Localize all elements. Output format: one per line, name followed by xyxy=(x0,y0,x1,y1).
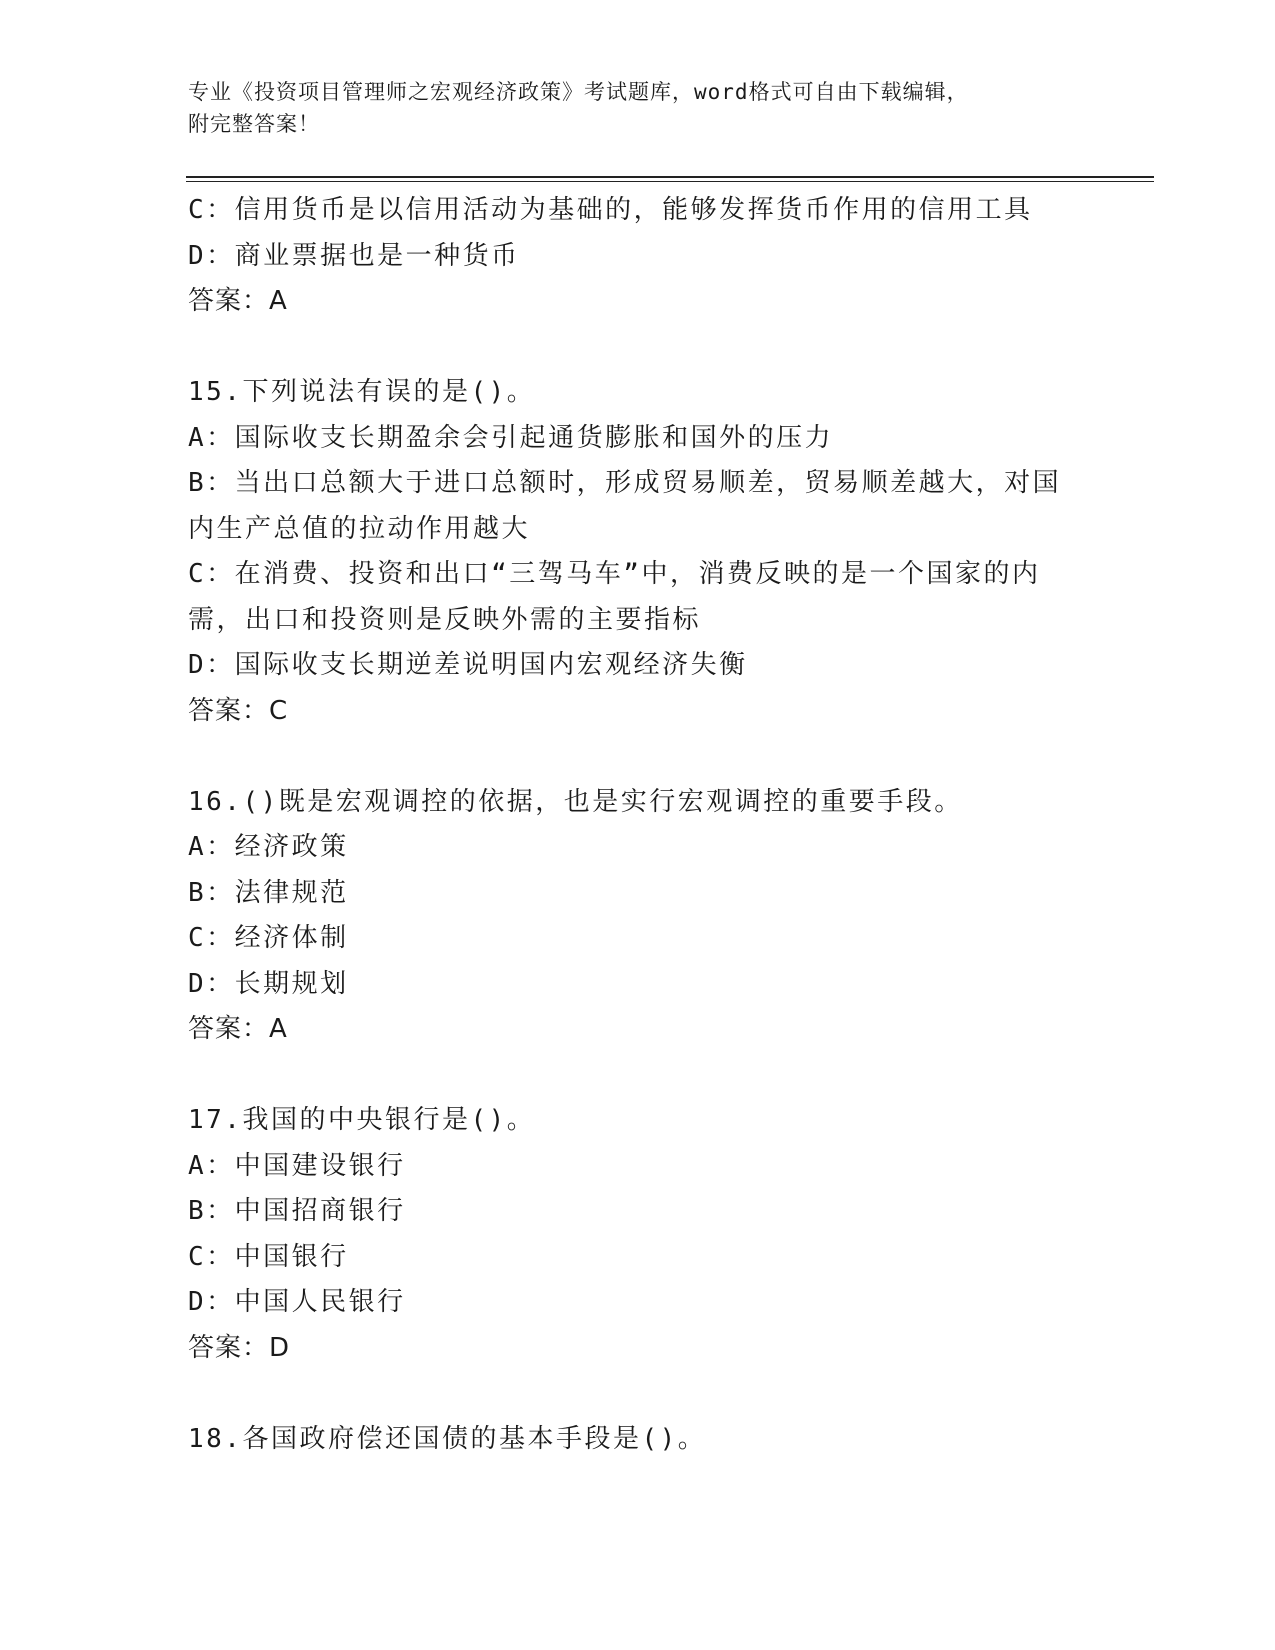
question-list xyxy=(188,188,1088,1462)
question-15 xyxy=(188,370,1088,734)
question-17 xyxy=(188,1098,1088,1371)
document-header xyxy=(188,76,1078,140)
option-a: A：经济政策 xyxy=(188,832,349,862)
option-d: D：长期规划 xyxy=(188,968,349,999)
option-c: C：中国银行 xyxy=(188,1241,349,1272)
header-line-1: 专业《投资项目管理师之宏观经济政策》考试题库，word格式可自由下载编辑， xyxy=(188,80,969,104)
option-b-line-2: 内生产总值的拉动作用越大 xyxy=(188,513,531,544)
spacer xyxy=(188,1371,1088,1417)
option-c-line-2: 需，出口和投资则是反映外需的主要指标 xyxy=(188,604,702,635)
option-a: A：中国建设银行 xyxy=(188,1150,406,1181)
option-c: C：经济体制 xyxy=(188,923,349,953)
option-c-line-1: C：在消费、投资和出口“三驾马车”中，消费反映的是一个国家的内 xyxy=(188,559,1041,589)
option-d: D：中国人民银行 xyxy=(188,1287,406,1317)
option-d: D：国际收支长期逆差说明国内宏观经济失衡 xyxy=(188,650,748,680)
spacer xyxy=(188,734,1088,780)
header-divider-thick xyxy=(186,176,1154,178)
option-c: C：信用货币是以信用活动为基础的，能够发挥货币作用的信用工具 xyxy=(188,195,1033,225)
header-line-2: 附完整答案！ xyxy=(188,112,320,136)
spacer xyxy=(188,1053,1088,1099)
option-d: D：商业票据也是一种货币 xyxy=(188,240,520,271)
answer: 答案：A xyxy=(188,286,288,316)
answer: 答案：D xyxy=(188,1332,291,1363)
header-divider-thin xyxy=(186,181,1154,182)
question-18 xyxy=(188,1417,1088,1463)
option-b: B：中国招商银行 xyxy=(188,1196,406,1226)
partial-question xyxy=(188,188,1088,325)
option-b-line-1: B：当出口总额大于进口总额时，形成贸易顺差，贸易顺差越大，对国 xyxy=(188,468,1062,498)
answer: 答案：C xyxy=(188,695,289,726)
question-16 xyxy=(188,780,1088,1053)
question-stem: 15.下列说法有误的是()。 xyxy=(188,377,536,407)
option-a: A：国际收支长期盈余会引起通货膨胀和国外的压力 xyxy=(188,422,834,453)
question-stem: 17.我国的中央银行是()。 xyxy=(188,1105,536,1135)
answer: 答案：A xyxy=(188,1014,288,1044)
option-b: B：法律规范 xyxy=(188,877,349,908)
question-stem: 18.各国政府偿还国债的基本手段是()。 xyxy=(188,1423,707,1454)
question-stem: 16.()既是宏观调控的依据，也是实行宏观调控的重要手段。 xyxy=(188,786,963,817)
spacer xyxy=(188,325,1088,371)
